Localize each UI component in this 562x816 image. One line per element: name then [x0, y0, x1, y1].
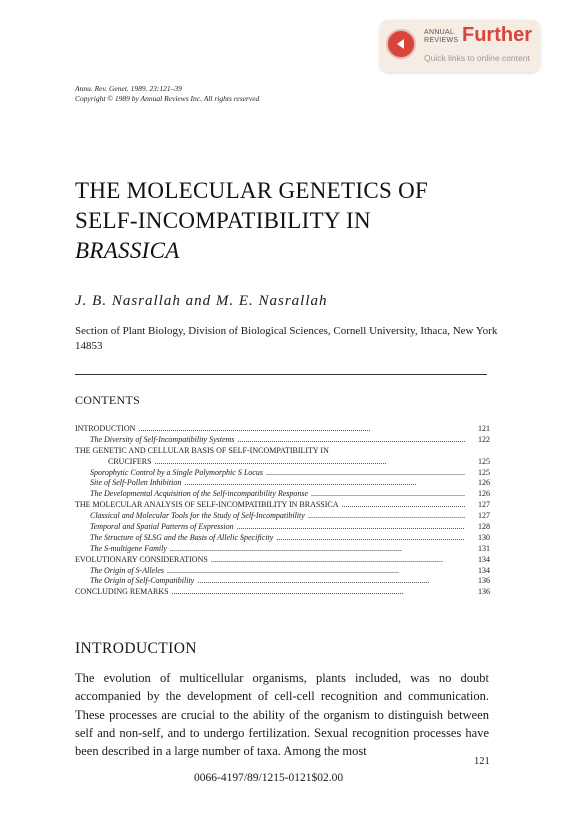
- toc-entry-page: 134: [478, 565, 490, 575]
- toc-entry[interactable]: [75, 533, 490, 544]
- toc-entry-label: The Structure of SLSG and the Basis of Allelic Specificity: [90, 532, 274, 542]
- toc-leader-dots: [237, 435, 465, 446]
- toc-entry-page: 126: [478, 489, 490, 499]
- toc-leader-dots: [266, 468, 465, 479]
- toc-leader-dots: [170, 544, 465, 555]
- contents-heading: CONTENTS: [75, 393, 141, 407]
- toc-entry-label: Sporophytic Control by a Single Polymorphic S Locus: [90, 467, 263, 477]
- authors: J. B. Nasrallah and M. E. Nasrallah: [75, 293, 328, 309]
- toc-entry[interactable]: [75, 511, 490, 522]
- toc-entry[interactable]: [75, 435, 490, 446]
- arrow-left-icon: [386, 29, 416, 59]
- affiliation: Section of Plant Biology, Division of Biological Sciences, Cornell University, Ithaca, New York 14853: [75, 325, 498, 352]
- toc-entry[interactable]: [75, 478, 490, 489]
- toc-entry[interactable]: [75, 544, 490, 555]
- table-of-contents: [75, 424, 490, 598]
- toc-entry-page: 130: [478, 532, 490, 542]
- toc-entry[interactable]: [75, 576, 490, 587]
- toc-entry-page: 134: [478, 554, 490, 564]
- article-title: [75, 176, 515, 266]
- toc-entry[interactable]: [75, 522, 490, 533]
- introduction-heading: INTRODUCTION: [75, 640, 197, 657]
- toc-entry[interactable]: [75, 489, 490, 500]
- toc-leader-dots: [197, 576, 465, 587]
- toc-entry-label: Site of Self-Pollen Inhibition: [90, 478, 182, 488]
- toc-entry-label: The S-multigene Family: [90, 543, 167, 553]
- toc-entry-label: CRUCIFERS: [108, 456, 152, 466]
- toc-entry-label: INTRODUCTION: [75, 424, 136, 433]
- toc-leader-dots: [276, 533, 465, 544]
- toc-entry-label: The Origin of S-Alleles: [90, 565, 164, 575]
- divider: [75, 374, 487, 375]
- toc-leader-dots: [138, 424, 465, 435]
- toc-entry-label: EVOLUTIONARY CONSIDERATIONS: [75, 554, 208, 564]
- title-line-3: BRASSICA: [75, 238, 180, 263]
- toc-entry[interactable]: [75, 446, 490, 457]
- title-line-2: SELF-INCOMPATIBILITY IN: [75, 208, 371, 233]
- title-line-1: THE MOLECULAR GENETICS OF: [75, 178, 429, 203]
- annual-reviews-further-badge[interactable]: [380, 20, 540, 72]
- toc-entry[interactable]: [75, 587, 490, 598]
- badge-publisher-label: ANNUAL REVIEWS: [424, 29, 459, 44]
- toc-entry-page: 127: [478, 500, 490, 510]
- toc-entry-page: 127: [478, 511, 490, 521]
- toc-entry-page: 136: [478, 576, 490, 586]
- toc-entry-page: 125: [478, 456, 490, 466]
- toc-entry-label: The Diversity of Self-Incompatibility Systems: [90, 434, 235, 444]
- toc-entry-page: 121: [478, 424, 490, 433]
- toc-entry-page: 122: [478, 434, 490, 444]
- toc-leader-dots: [155, 457, 465, 468]
- toc-entry-page: 136: [478, 587, 490, 597]
- toc-entry[interactable]: [75, 566, 490, 577]
- page-number: 121: [474, 756, 490, 767]
- toc-entry-page: 128: [478, 522, 490, 532]
- toc-leader-dots: [332, 446, 465, 457]
- toc-entry-page: 131: [478, 543, 490, 553]
- toc-leader-dots: [308, 511, 465, 522]
- toc-entry-label: THE GENETIC AND CELLULAR BASIS OF SELF-INCOMPATIBILITY IN: [75, 445, 329, 455]
- toc-leader-dots: [211, 555, 465, 566]
- citation-line-1: Annu. Rev. Genet. 1989. 23:121–39: [75, 84, 182, 93]
- toc-entry[interactable]: [75, 500, 490, 511]
- toc-entry[interactable]: [75, 457, 490, 468]
- toc-entry-label: CONCLUDING REMARKS: [75, 587, 169, 597]
- toc-leader-dots: [342, 500, 465, 511]
- toc-entry[interactable]: [75, 555, 490, 566]
- introduction-paragraph: The evolution of multicellular organisms, plants included, was no doubt accompanied by the development of cell-cell recognition and communication. These processes are crucial to the ability of the organism to distinguish between self and non-self, and to undergo fertilization. Sexual recognition processes have been described in a large number of taxa. Among the most: [75, 671, 489, 759]
- toc-entry-label: The Origin of Self-Compatibility: [90, 576, 195, 586]
- toc-entry-label: The Developmental Acquisition of the Self-incompatibility Response: [90, 489, 309, 499]
- badge-tagline: Quick links to online content: [424, 53, 530, 63]
- toc-leader-dots: [311, 489, 465, 500]
- toc-leader-dots: [184, 478, 465, 489]
- toc-leader-dots: [167, 566, 465, 577]
- badge-further-label: Further: [462, 24, 532, 46]
- toc-entry-page: [468, 446, 490, 457]
- toc-entry-label: THE MOLECULAR ANALYSIS OF SELF-INCOMPATIBILITY IN BRASSICA: [75, 500, 339, 510]
- toc-entry[interactable]: [75, 468, 490, 479]
- toc-entry-page: 125: [478, 467, 490, 477]
- toc-entry-page: 126: [478, 478, 490, 488]
- toc-leader-dots: [237, 522, 465, 533]
- toc-entry[interactable]: [75, 424, 490, 435]
- toc-entry-label: Temporal and Spatial Patterns of Expression: [90, 522, 234, 532]
- toc-entry-label: Classical and Molecular Tools for the Study of Self-Incompatibility: [90, 511, 305, 521]
- toc-leader-dots: [172, 587, 465, 598]
- price-code-line: 0066-4197/89/1215-0121$02.00: [194, 772, 344, 784]
- citation-line-2: Copyright © 1989 by Annual Reviews Inc. All rights reserved: [75, 94, 260, 103]
